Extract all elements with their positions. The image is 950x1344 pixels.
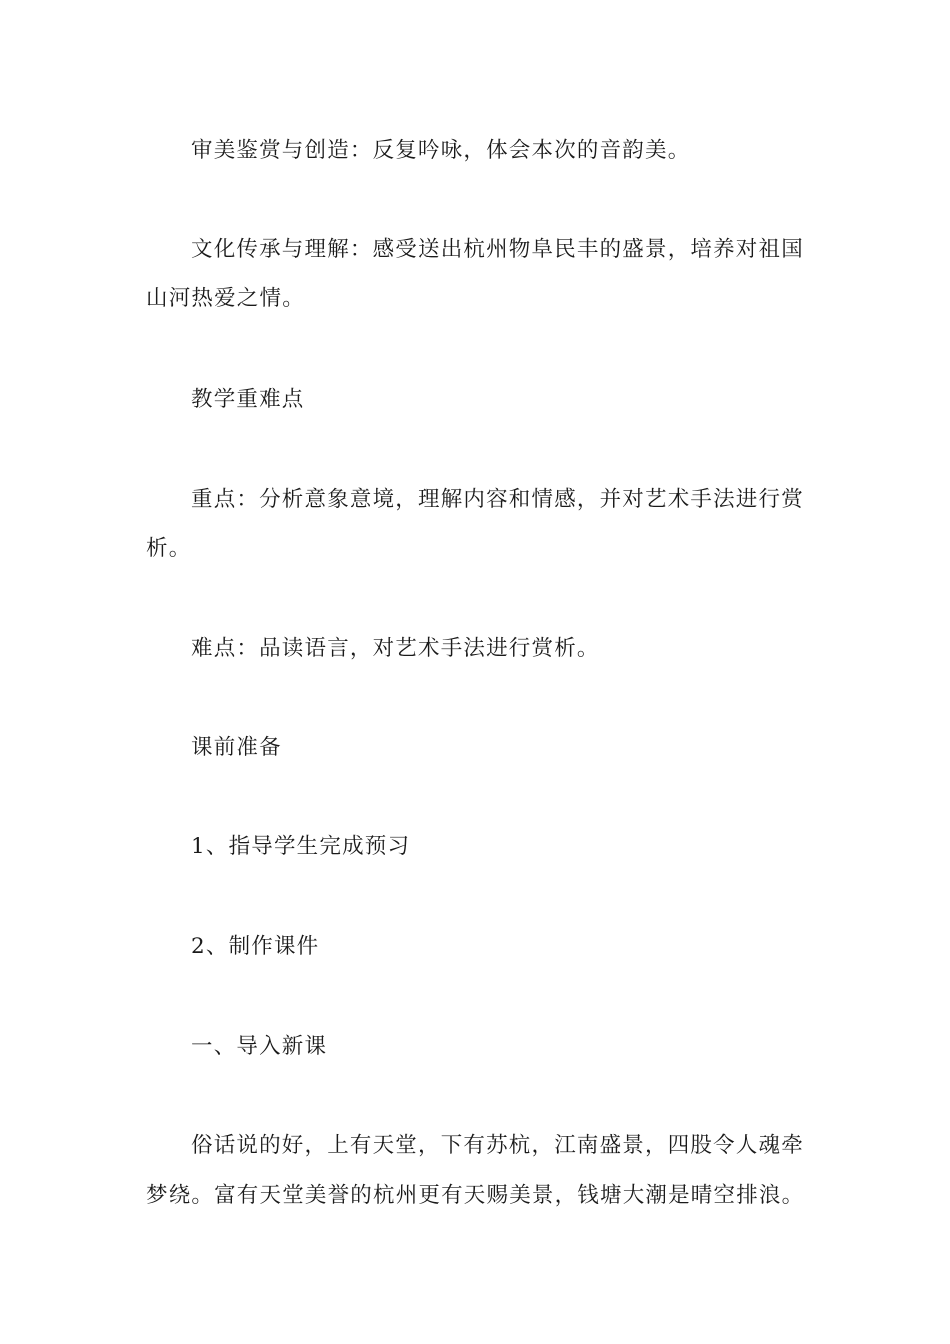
list-item-make-courseware: 2、制作课件 <box>191 934 320 959</box>
paragraph-key-points-line-1: 重点：分析意象意境，理解内容和情感，并对艺术手法进行赏 <box>191 487 804 512</box>
heading-teaching-key-points: 教学重难点 <box>191 387 305 412</box>
paragraph-key-points-line-2: 析。 <box>146 536 192 561</box>
paragraph-aesthetic-appreciation: 审美鉴赏与创造：反复吟咏，体会本次的音韵美。 <box>191 138 691 163</box>
paragraph-cultural-heritage-line-2: 山河热爱之情。 <box>146 286 305 311</box>
paragraph-difficulties: 难点：品读语言，对艺术手法进行赏析。 <box>191 636 600 661</box>
heading-introduce-new-lesson: 一、导入新课 <box>191 1034 328 1059</box>
paragraph-cultural-heritage-line-1: 文化传承与理解：感受送出杭州物阜民丰的盛景，培养对祖国 <box>191 237 804 262</box>
paragraph-introduction-line-2: 梦绕。富有天堂美誉的杭州更有天赐美景，钱塘大潮是晴空排浪。 <box>146 1183 805 1208</box>
paragraph-introduction-line-1: 俗话说的好，上有天堂，下有苏杭，江南盛景，四股令人魂牵 <box>191 1133 804 1158</box>
list-item-preview-guidance: 1、指导学生完成预习 <box>191 834 411 859</box>
heading-class-preparation: 课前准备 <box>191 735 282 760</box>
